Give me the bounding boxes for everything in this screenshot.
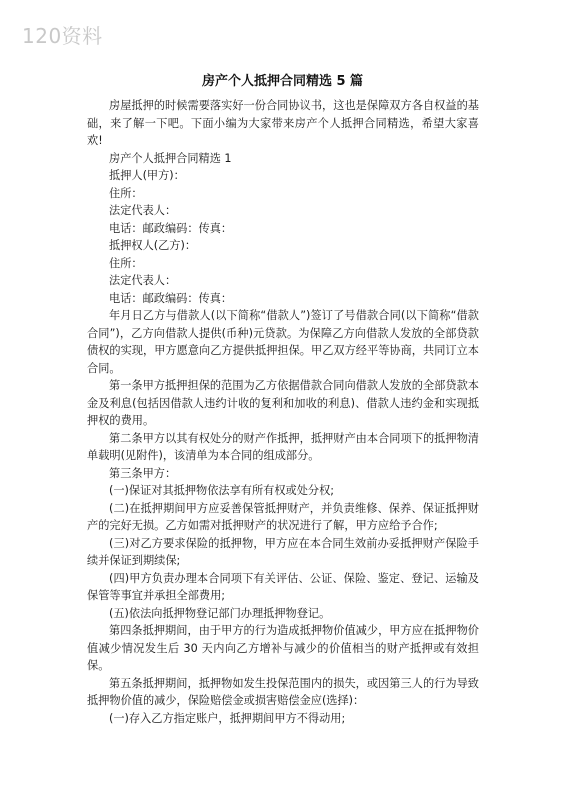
paragraph: 住所： xyxy=(109,256,143,270)
document-body xyxy=(87,97,479,727)
paragraph: 第五条抵押期间，抵押物如发生投保范围内的损失，或因第三人的行为导致抵押物价值的减少，保险赔偿金或损害赔偿金应(选择)： xyxy=(87,676,479,707)
paragraph: 抵押权人(乙方)： xyxy=(109,239,197,252)
paragraph: 抵押人(甲方)： xyxy=(109,169,185,182)
paragraph: 法定代表人： xyxy=(109,274,177,287)
paragraph: (四)甲方负责办理本合同项下有关评估、公证、保险、鉴定、登记、运输及保管等事宜并承担全部费用; xyxy=(87,571,479,602)
paragraph: 第一条甲方抵押担保的范围为乙方依据借款合同向借款人发放的全部贷款本金及利息(包括因借款人违约计收的复利和加收的利息)、借款人违约金和实现抵押权的费用。 xyxy=(87,379,479,427)
paragraph: 住所： xyxy=(109,186,143,200)
paragraph: 电话：邮政编码：传真： xyxy=(109,291,233,305)
paragraph: (三)对乙方要求保险的抵押物，甲方应在本合同生效前办妥抵押财产保险手续并保证到期续保; xyxy=(87,536,479,567)
paragraph: (五)依法向抵押物登记部门办理抵押物登记。 xyxy=(109,606,331,620)
paragraph: 第四条抵押期间，由于甲方的行为造成抵押物价值减少，甲方应在抵押物价值减少情况发生后 30 天内向乙方增补与减少的价值相当的财产抵押或有效担保。 xyxy=(87,624,479,672)
paragraph: 第二条甲方以其有权处分的财产作抵押，抵押财产由本合同项下的抵押物清单载明(见附件)，该清单为本合同的组成部分。 xyxy=(87,431,479,462)
document-title: 房产个人抵押合同精选 5 篇 xyxy=(201,74,364,89)
paragraph: 第三条甲方： xyxy=(109,466,177,480)
paragraph: 房产个人抵押合同精选 1 xyxy=(109,151,232,165)
watermark-logo: 120资料 xyxy=(22,24,103,48)
paragraph: 年月日乙方与借款人(以下简称“借款人”)签订了号借款合同(以下简称“借款合同”)，乙方向借款人提供(币种)元贷款。为保障乙方向借款人发放的全部贷款债权的实现，甲方愿意向乙方提供抵押担保。甲乙双方经平等协商，共同订立本合同。 xyxy=(87,309,479,375)
paragraph: (一)保证对其抵押物依法享有所有权或处分权; xyxy=(109,484,335,497)
paragraph: 法定代表人： xyxy=(109,204,177,217)
paragraph: 电话：邮政编码：传真： xyxy=(109,221,233,235)
paragraph: 房屋抵押的时候需要落实好一份合同协议书，这也是保障双方各自权益的基础，来了解一下吧。下面小编为大家带来房产个人抵押合同精选，希望大家喜欢! xyxy=(87,99,479,147)
paragraph: (一)存入乙方指定账户，抵押期间甲方不得动用; xyxy=(109,711,346,725)
paragraph: (二)在抵押期间甲方应妥善保管抵押财产，并负责维修、保养、保证抵押财产的完好无损。乙方如需对抵押财产的状况进行了解，甲方应给予合作; xyxy=(87,501,479,532)
